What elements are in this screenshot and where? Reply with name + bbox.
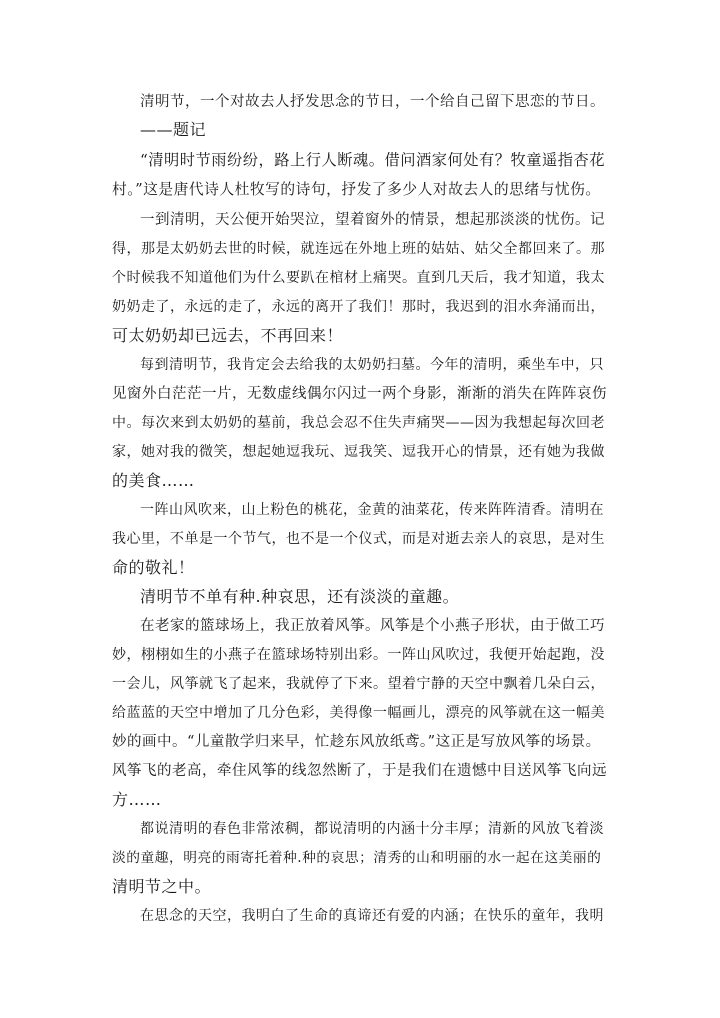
text-line: 的美食……: [112, 471, 195, 490]
text-line: 一阵山风吹来，山上粉色的桃花，金黄的油菜花，传来阵阵清香。清明在: [140, 502, 604, 518]
text-line: 都说清明的春色非常浓稠，都说清明的内涵十分丰厚；清新的风放飞着淡: [140, 821, 604, 837]
text-line: 村。”这是唐代诗人杜牧写的诗句，抒发了多少人对故去人的思绪与忧伤。: [112, 181, 601, 198]
text-line: 中。每次来到太奶奶的墓前，我总会忍不住失声痛哭——因为我想起每次回老: [112, 415, 605, 431]
text-line: 一会儿，风筝就飞了起来，我就停了下来。望着宁静的天空中飘着几朵白云，: [112, 676, 605, 692]
text-line: 个时候我不知道他们为什么要趴在棺材上痛哭。直到几天后，我才知道，我太: [112, 270, 605, 286]
text-line: ——题记: [140, 120, 207, 139]
text-line: 得，那是太奶奶去世的时候，就连远在外地上班的姑姑、姑父全都回来了。那: [112, 241, 605, 257]
text-line: 奶奶走了，永远的走了，永远的离开了我们！那时，我迟到的泪水奔涌而出，: [112, 299, 605, 315]
text-line: 可太奶奶却已远去，不再回来！: [112, 326, 344, 345]
text-line: 淡的童趣，明亮的雨寄托着种.种的哀思；清秀的山和明丽的水一起在这美丽的: [112, 850, 602, 866]
text-line: 见窗外白茫茫一片，无数虚线偶尔闪过一两个身影，渐渐的消失在阵阵哀伤: [112, 386, 607, 402]
text-line: 在思念的天空，我明白了生命的真谛还有爱的内涵；在快乐的童年，我明: [140, 908, 604, 924]
text-line: 妙的画中。“儿童散学归来早，忙趁东风放纸鸢。”这正是写放风筝的场景。: [112, 734, 601, 750]
text-line: 在老家的篮球场上，我正放着风筝。风筝是个小燕子形状，由于做工巧: [140, 618, 605, 634]
text-line: 清明节，一个对故去人抒发思念的节日，一个给自己留下思恋的节日。: [140, 94, 605, 110]
text-line: 一到清明，天公便开始哭泣，望着窗外的情景，想起那淡淡的忧伤。记: [140, 212, 605, 228]
text-line: 清明节不单有种.种哀思，还有淡淡的童趣。: [140, 587, 460, 606]
text-line: 命的敬礼！: [112, 558, 195, 577]
text-line: 清明节之中。: [112, 877, 212, 896]
text-line: 风筝飞的老高，牵住风筝的线忽然断了，于是我们在遗憾中目送风筝飞向远: [112, 763, 607, 779]
text-line: 家，她对我的微笑，想起她逗我玩、逗我笑、逗我开心的情景，还有她为我做: [112, 444, 605, 460]
text-line: 每到清明节，我肯定会去给我的太奶奶扫墓。今年的清明，乘坐车中，只: [140, 357, 604, 373]
text-line: 给蓝蓝的天空中增加了几分色彩，美得像一幅画儿，漂亮的风筝就在这一幅美: [112, 705, 605, 721]
text-line: 方……: [112, 790, 162, 809]
text-line: “清明时节雨纷纷，路上行人断魂。借问酒家何处有？牧童遥指杏花: [140, 151, 606, 169]
text-line: 我心里，不单是一个节气，也不是一个仪式，而是对逝去亲人的哀思，是对生: [112, 531, 605, 547]
text-line: 妙，栩栩如生的小燕子在篮球场特别出彩。一阵山风吹过，我便开始起跑，没: [112, 647, 605, 663]
